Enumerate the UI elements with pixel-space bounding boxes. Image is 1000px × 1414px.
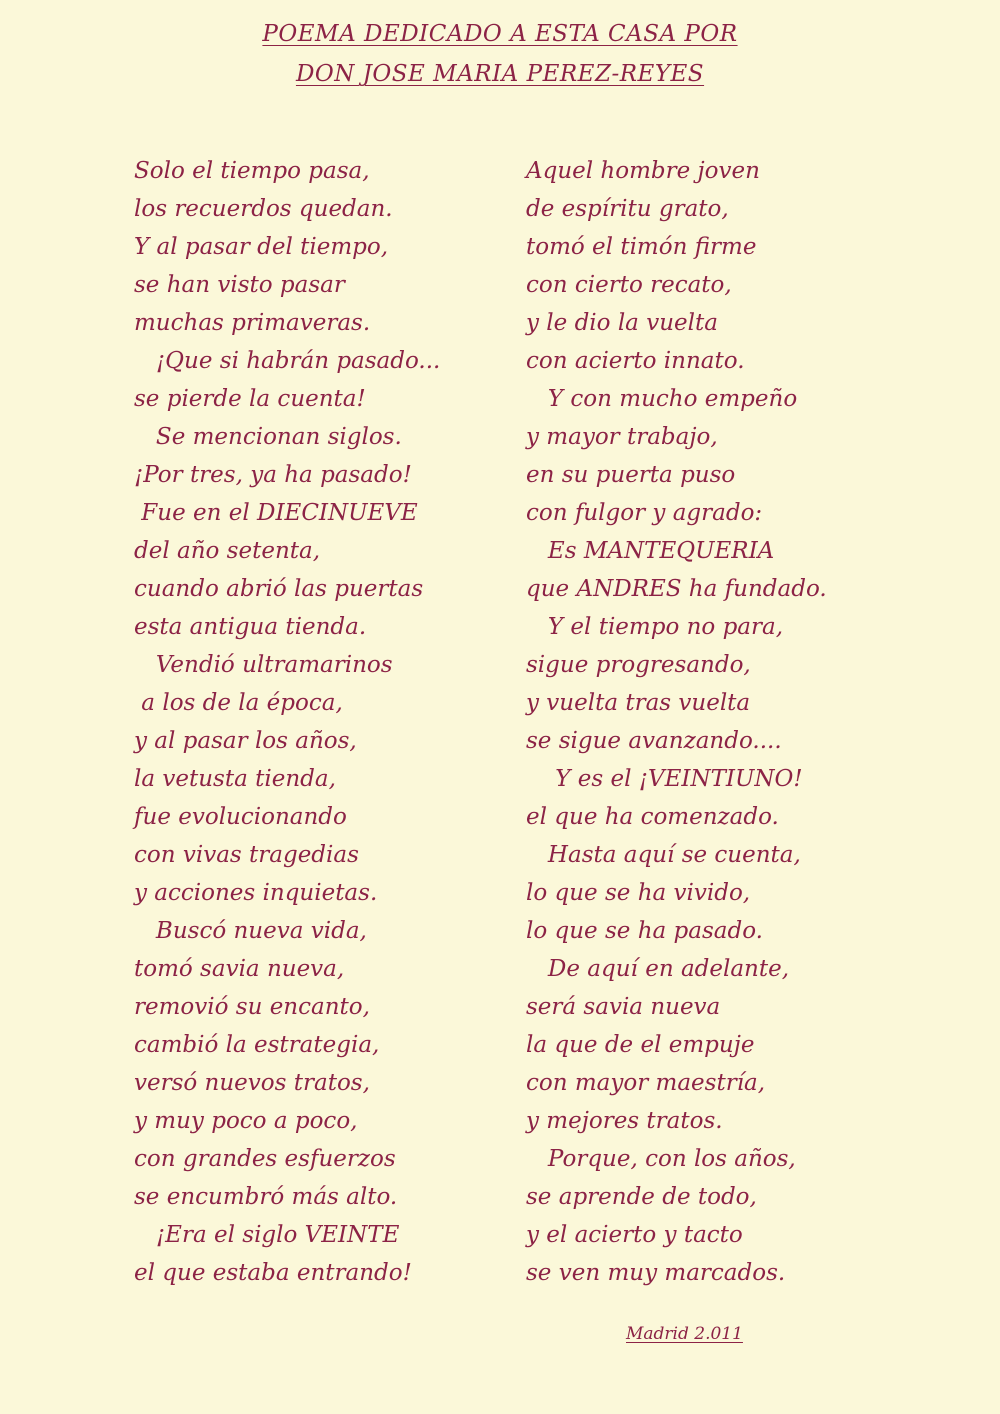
poem-verse-line: de espíritu grato, [526,196,729,222]
poem-verse-line: y al pasar los años, [134,728,357,754]
poem-verse-line: ¡Que si habrán pasado... [134,348,441,374]
poem-verse-line: el que ha comenzado. [526,804,779,830]
poem-title-line-1: POEMA DEDICADO A ESTA CASA POR [262,21,738,47]
poem-verse-line: se encumbró más alto. [134,1184,398,1210]
poem-verse-line: en su puerta puso [526,462,736,488]
poem-verse-line: muchas primaveras. [134,310,371,336]
poem-verse-line: los recuerdos quedan. [134,196,393,222]
poem-verse-line: del año setenta, [134,538,321,564]
poem-verse-line: De aquí en adelante, [526,956,790,982]
poem-verse-line: Fue en el DIECINUEVE [134,500,418,526]
poem-verse-line: y muy poco a poco, [134,1108,358,1134]
poem-verse-line: que ANDRES ha fundado. [526,576,827,602]
poem-verse-line: y le dio la vuelta [526,310,718,336]
poem-verse-line: y mejores tratos. [526,1108,723,1134]
poem-title-line-2: DON JOSE MARIA PEREZ-REYES [295,61,705,87]
poem-verse-line: versó nuevos tratos, [134,1070,370,1096]
poem-verse-line: esta antigua tienda. [134,614,367,640]
poem-verse-line: con vivas tragedias [134,842,359,868]
poem-verse-line: se sigue avanzando.... [526,728,782,754]
poem-verse-line: y el acierto y tacto [526,1222,743,1248]
poem-verse-line: lo que se ha vivido, [526,880,751,906]
poem-verse-line: se han visto pasar [134,272,345,298]
poem-verse-line: ¡Por tres, ya ha pasado! [134,462,412,488]
poem-verse-line: Y el tiempo no para, [526,614,784,640]
poem-verse-line: tomó el timón firme [526,234,757,260]
poem-verse-line: Hasta aquí se cuenta, [526,842,801,868]
poem-verse-line: ¡Era el siglo VEINTE [134,1222,400,1248]
poem-verse-line: Se mencionan siglos. [134,424,402,450]
poem-verse-line: a los de la época, [134,690,343,716]
poem-verse-line: Es MANTEQUERIA [526,538,775,564]
poem-verse-line: cambió la estrategia, [134,1032,380,1058]
poem-verse-line: el que estaba entrando! [134,1260,412,1286]
poem-verse-line: y acciones inquietas. [134,880,378,906]
poem-verse-line: se aprende de todo, [526,1184,757,1210]
poem-left-column [134,152,514,1292]
poem-verse-line: será savia nueva [526,994,721,1020]
poem-verse-line: con acierto innato. [526,348,745,374]
poem-verse-line: tomó savia nueva, [134,956,345,982]
poem-verse-line: y vuelta tras vuelta [526,690,751,716]
poem-verse-line: la que de el empuje [526,1032,755,1058]
poem-verse-line: se pierde la cuenta! [134,386,366,412]
poem-verse-line: fue evolucionando [134,804,347,830]
poem-verse-line: con fulgor y agrado: [526,500,763,526]
poem-verse-line: cuando abrió las puertas [134,576,424,602]
poem-verse-line: Buscó nueva vida, [134,918,367,944]
poem-verse-line: se ven muy marcados. [526,1260,786,1286]
poem-verse-line: Aquel hombre joven [526,158,760,184]
poem-verse-line: sigue progresando, [526,652,751,678]
poem-verse-line: Vendió ultramarinos [134,652,393,678]
poem-verse-line: removió su encanto, [134,994,370,1020]
poem-verse-line: lo que se ha pasado. [526,918,763,944]
poem-verse-line: con mayor maestría, [526,1070,766,1096]
poem-verse-line: Solo el tiempo pasa, [134,158,370,184]
poem-verse-line: con cierto recato, [526,272,732,298]
poem-right-column [526,152,886,1292]
poem-verse-line: Y al pasar del tiempo, [134,234,389,260]
poem-verse-line: con grandes esfuerzos [134,1146,396,1172]
poem-verse-line: Y con mucho empeño [526,386,798,412]
poem-verse-line: y mayor trabajo, [526,424,718,450]
poem-verse-line: Porque, con los años, [526,1146,796,1172]
poem-verse-line: Y es el ¡VEINTIUNO! [526,766,803,792]
signature-place-date: Madrid 2.011 [626,1324,743,1344]
poem-verse-line: la vetusta tienda, [134,766,336,792]
